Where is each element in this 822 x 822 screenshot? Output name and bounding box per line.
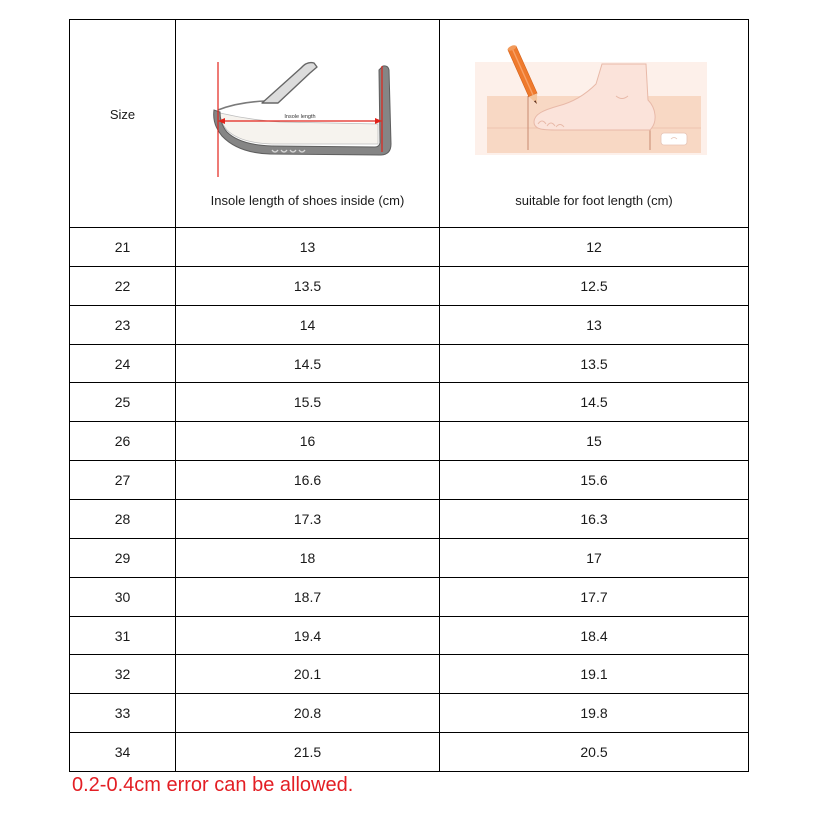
size-cell: 26 <box>70 422 176 461</box>
foot-length-cell: 17.7 <box>440 577 749 616</box>
foot-length-cell: 14.5 <box>440 383 749 422</box>
foot-length-header-label: suitable for foot length (cm) <box>515 193 673 208</box>
insole-length-header-label: Insole length of shoes inside (cm) <box>210 193 405 208</box>
size-cell: 29 <box>70 538 176 577</box>
size-row <box>70 422 749 461</box>
insole-length-cell: 15.5 <box>176 383 440 422</box>
size-row <box>70 694 749 733</box>
foot-length-cell: 17 <box>440 538 749 577</box>
insole-length-cell: 20.1 <box>176 655 440 694</box>
insole-length-cell: 18.7 <box>176 577 440 616</box>
size-cell: 23 <box>70 305 176 344</box>
size-cell: 28 <box>70 500 176 539</box>
size-cell: 24 <box>70 344 176 383</box>
insole-length-cell: 18 <box>176 538 440 577</box>
foot-length-cell: 13 <box>440 305 749 344</box>
size-row <box>70 500 749 539</box>
insole-length-cell: 16 <box>176 422 440 461</box>
size-row <box>70 655 749 694</box>
foot-length-cell: 12.5 <box>440 266 749 305</box>
size-cell: 33 <box>70 694 176 733</box>
insole-length-cell: 20.8 <box>176 694 440 733</box>
insole-illustration-label: Insole length <box>284 114 316 120</box>
foot-length-cell: 19.1 <box>440 655 749 694</box>
size-row <box>70 461 749 500</box>
size-cell: 21 <box>70 228 176 267</box>
foot-length-cell: 16.3 <box>440 500 749 539</box>
size-row <box>70 228 749 267</box>
foot-length-cell: 15 <box>440 422 749 461</box>
foot-length-cell: 15.6 <box>440 461 749 500</box>
size-cell: 27 <box>70 461 176 500</box>
size-row <box>70 305 749 344</box>
foot-length-cell: 20.5 <box>440 733 749 772</box>
size-row <box>70 616 749 655</box>
size-cell: 32 <box>70 655 176 694</box>
size-row <box>70 266 749 305</box>
size-cell: 25 <box>70 383 176 422</box>
header-row <box>70 20 749 228</box>
insole-length-cell: 16.6 <box>176 461 440 500</box>
insole-length-header <box>176 20 440 228</box>
size-cell: 34 <box>70 733 176 772</box>
size-row <box>70 538 749 577</box>
foot-length-cell: 18.4 <box>440 616 749 655</box>
size-row <box>70 383 749 422</box>
insole-length-cell: 13 <box>176 228 440 267</box>
size-header <box>70 20 176 228</box>
size-row <box>70 577 749 616</box>
tolerance-note: 0.2-0.4cm error can be allowed. <box>72 774 354 796</box>
foot-measurement-illustration <box>474 40 708 158</box>
insole-length-cell: 14.5 <box>176 344 440 383</box>
insole-length-cell: 21.5 <box>176 733 440 772</box>
foot-length-cell: 19.8 <box>440 694 749 733</box>
foot-length-cell: 12 <box>440 228 749 267</box>
size-cell: 22 <box>70 266 176 305</box>
foot-length-header <box>440 20 749 228</box>
foot-length-cell: 13.5 <box>440 344 749 383</box>
size-row <box>70 733 749 772</box>
insole-length-cell: 19.4 <box>176 616 440 655</box>
size-table <box>69 19 749 772</box>
size-row <box>70 344 749 383</box>
insole-length-cell: 14 <box>176 305 440 344</box>
size-chart <box>69 19 749 772</box>
insole-length-cell: 13.5 <box>176 266 440 305</box>
size-cell: 30 <box>70 577 176 616</box>
size-cell: 31 <box>70 616 176 655</box>
insole-length-cell: 17.3 <box>176 500 440 539</box>
shoe-insole-illustration <box>210 58 392 180</box>
size-header-label: Size <box>109 107 136 122</box>
